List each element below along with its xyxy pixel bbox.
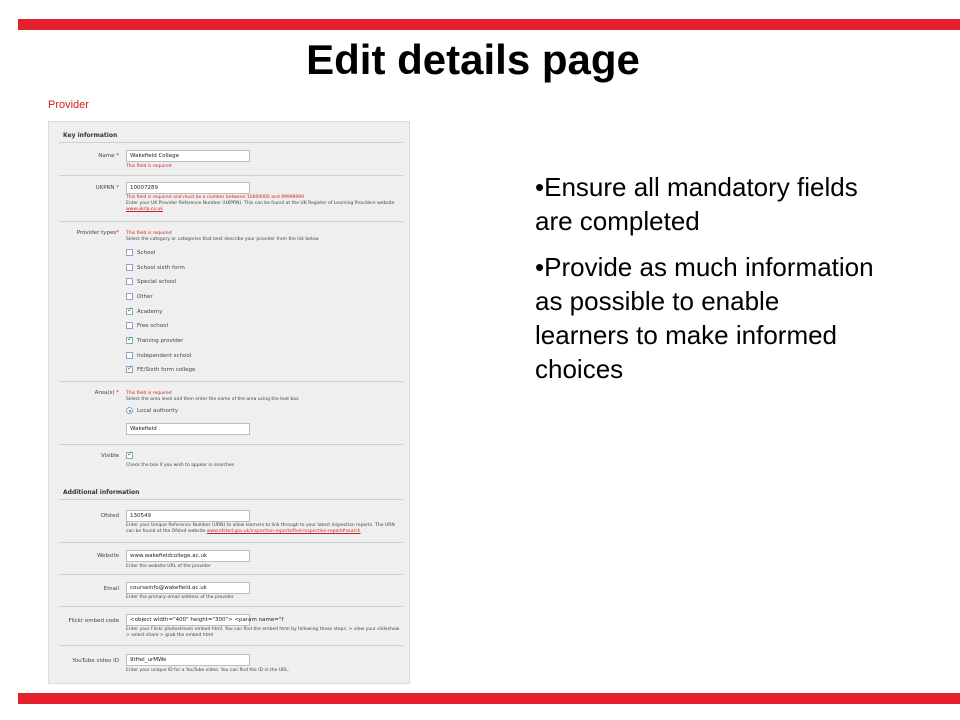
ukprn-input[interactable]: 10007289 bbox=[126, 182, 250, 194]
additional-information-heading: Additional information bbox=[63, 489, 140, 496]
provider-type-option[interactable]: School bbox=[126, 248, 155, 257]
slide-title: Edit details page bbox=[306, 36, 640, 83]
bullet-item: •Provide as much information as possible to enable learners to make informed choices bbox=[535, 252, 874, 384]
ukprn-label: UKPRN * bbox=[95, 185, 119, 191]
website-help: Enter the website URL of the provider bbox=[126, 564, 211, 569]
divider bbox=[59, 574, 403, 575]
divider bbox=[59, 542, 403, 543]
checkbox[interactable] bbox=[126, 293, 133, 300]
checkbox-checked[interactable] bbox=[126, 337, 133, 344]
provider-types-error: This field is required bbox=[126, 231, 172, 236]
checkbox[interactable] bbox=[126, 249, 133, 256]
ofsted-help: Enter your Unique Reference Number (URN) to allow learners to link through to your latest inspection reports. The URN can be found at the Ofsted website www.ofsted.gov.uk/inspection-reports/find-inspection-report#search bbox=[126, 523, 395, 534]
flickr-help: Enter your Flickr photostream embed html. You can find the embed html by following these steps: > view your slideshow > select share > grab the embed html bbox=[126, 627, 400, 638]
areas-label: Area(s) * bbox=[94, 390, 119, 396]
provider-type-option[interactable]: Special school bbox=[126, 277, 176, 286]
name-error: This field is required bbox=[126, 164, 172, 169]
visible-help: Check the box if you wish to appear in searches bbox=[126, 463, 234, 468]
areas-help: Select the area level and then enter the name of the area using the text box bbox=[126, 397, 299, 402]
divider bbox=[59, 645, 403, 646]
youtube-help: Enter your unique ID for a YouTube video. You can find the ID in the URL. bbox=[126, 668, 290, 673]
local-authority-option[interactable]: Local authority bbox=[126, 406, 178, 415]
ofsted-input[interactable]: 130549 bbox=[126, 510, 250, 522]
top-accent-bar bbox=[18, 19, 960, 30]
radio-selected[interactable] bbox=[126, 407, 133, 414]
email-label: Email bbox=[103, 586, 119, 592]
provider-form-panel bbox=[48, 121, 410, 684]
bullet-item: •Ensure all mandatory fields are completed bbox=[535, 172, 858, 236]
ukprn-error: This field is required and must be a number between 10000000 and 99999999 bbox=[126, 195, 305, 200]
divider bbox=[59, 606, 403, 607]
provider-type-option[interactable]: School sixth form bbox=[126, 263, 185, 272]
visible-option[interactable] bbox=[126, 451, 133, 460]
flickr-input[interactable]: <object width="400" height="300"> <param name="f bbox=[126, 614, 250, 626]
key-information-heading: Key information bbox=[63, 132, 118, 139]
provider-type-option[interactable]: Independent school bbox=[126, 351, 191, 360]
divider bbox=[59, 499, 403, 500]
name-label: Name * bbox=[98, 153, 119, 159]
divider bbox=[59, 142, 403, 143]
provider-type-option[interactable]: ✓ Academy bbox=[126, 307, 163, 316]
areas-error: This field is required bbox=[126, 391, 172, 396]
ukrlp-link[interactable]: www.ukrlp.co.uk bbox=[126, 207, 163, 212]
area-input[interactable]: Wakefield bbox=[126, 423, 250, 435]
youtube-input[interactable]: 9tHel_urMWe bbox=[126, 654, 250, 666]
email-help: Enter the primary email address of the provider bbox=[126, 595, 234, 600]
website-label: Website bbox=[97, 553, 119, 559]
visible-checkbox[interactable] bbox=[126, 452, 133, 459]
divider bbox=[59, 175, 403, 176]
checkbox[interactable] bbox=[126, 352, 133, 359]
divider bbox=[59, 444, 403, 445]
provider-heading: Provider bbox=[48, 99, 89, 111]
visible-label: Visible bbox=[101, 453, 119, 459]
bottom-accent-bar bbox=[18, 693, 960, 704]
provider-type-option[interactable]: Free school bbox=[126, 321, 168, 330]
divider bbox=[59, 381, 403, 382]
ofsted-link[interactable]: www.ofsted.gov.uk/inspection-reports/find-inspection-report#search bbox=[206, 529, 361, 534]
website-input[interactable]: www.wakefieldcollege.ac.uk bbox=[126, 550, 250, 562]
checkbox[interactable] bbox=[126, 322, 133, 329]
provider-types-help: Select the category or categories that best describe your provider from the list below bbox=[126, 237, 319, 242]
flickr-label: Flickr embed code bbox=[68, 618, 119, 624]
provider-type-option[interactable]: ✓ FE/Sixth form college bbox=[126, 365, 195, 374]
ofsted-label: Ofsted bbox=[100, 513, 119, 519]
youtube-label: YouTube video ID bbox=[72, 658, 119, 664]
checkbox-checked[interactable] bbox=[126, 366, 133, 373]
checkbox[interactable] bbox=[126, 278, 133, 285]
email-input[interactable]: courseinfo@wakefield.ac.uk bbox=[126, 582, 250, 594]
provider-types-label: Provider types* bbox=[76, 230, 119, 236]
checkbox-checked[interactable] bbox=[126, 308, 133, 315]
checkbox[interactable] bbox=[126, 264, 133, 271]
ukprn-help: Enter your UK Provider Reference Number (UKPRN). This can be found at the UK Register of Learning Providers website www.ukrlp.co.uk bbox=[126, 201, 395, 212]
provider-type-option[interactable]: ✓ Training provider bbox=[126, 336, 183, 345]
provider-type-option[interactable]: Other bbox=[126, 292, 153, 301]
slide-bullet-list bbox=[535, 170, 875, 398]
divider bbox=[59, 221, 403, 222]
name-input[interactable]: Wakefield College bbox=[126, 150, 250, 162]
